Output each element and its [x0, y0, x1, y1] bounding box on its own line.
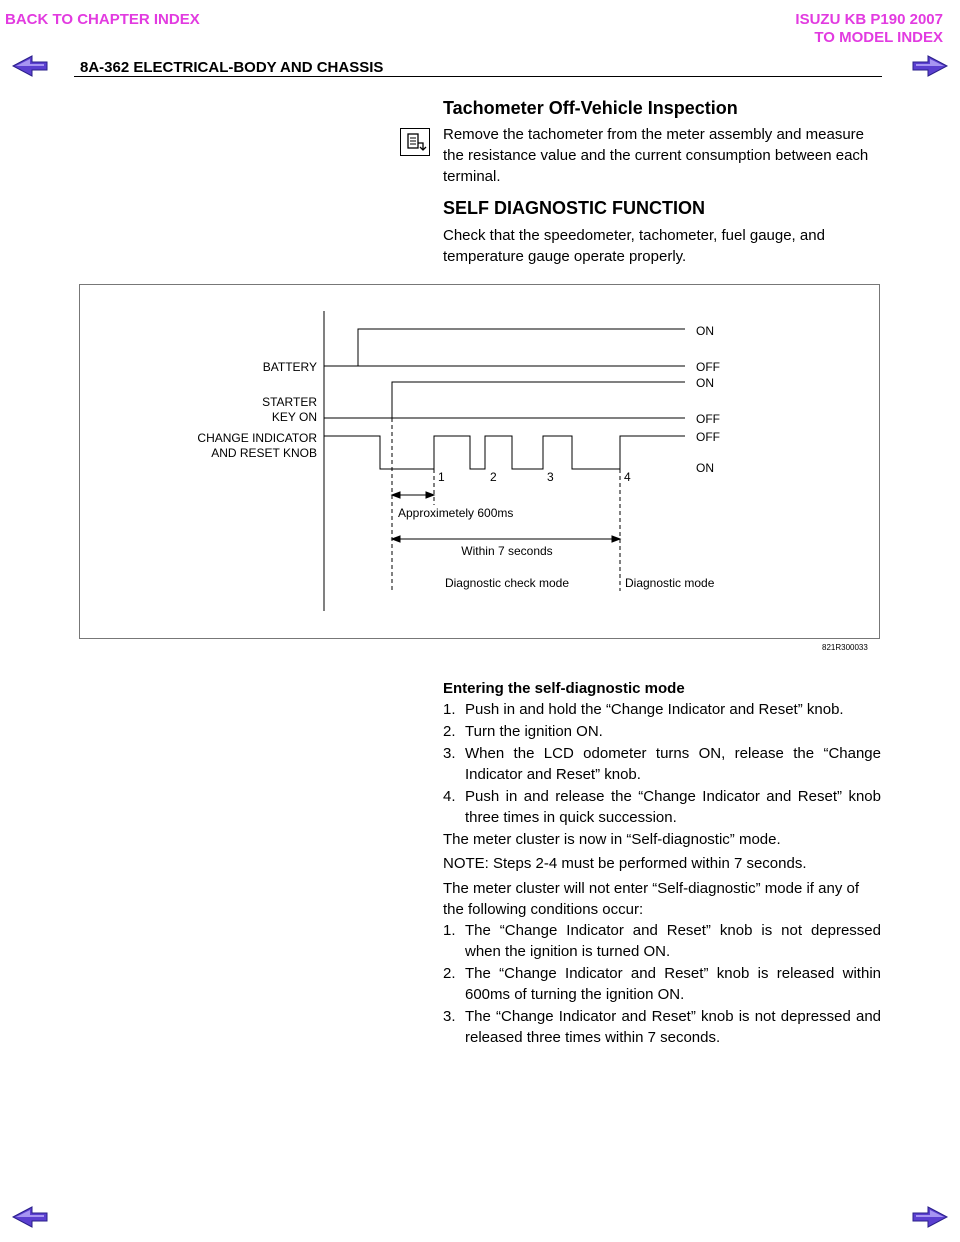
- starter-label-line1: STARTER: [262, 395, 317, 409]
- list-item: 2. The “Change Indicator and Reset” knob is released within 600ms of turning the ignition ON.: [443, 965, 881, 1003]
- press-3-label: 3: [547, 470, 554, 484]
- battery-off-label: OFF: [696, 360, 720, 374]
- diagnostic-check-mode-label: Diagnostic check mode: [444, 576, 570, 590]
- list-item: 3. When the LCD odometer turns ON, release the “Change Indicator and Reset” knob.: [443, 745, 881, 783]
- starter-signal-line: [324, 382, 685, 418]
- press-4-label: 4: [624, 470, 631, 484]
- list-item: 3. The “Change Indicator and Reset” knob is not depressed and released three times within 7 seconds.: [443, 1008, 881, 1046]
- header-rule: [74, 76, 882, 77]
- tachometer-section-title: Tachometer Off-Vehicle Inspection: [443, 98, 738, 118]
- previous-page-arrow-icon[interactable]: [12, 1206, 48, 1228]
- self-diagnostic-intro: Check that the speedometer, tachometer, fuel gauge, and temperature gauge operate properly.: [443, 227, 825, 265]
- inspect-icon: [400, 128, 430, 156]
- list-item: 1. Push in and hold the “Change Indicator and Reset” knob.: [443, 701, 844, 718]
- tachometer-instructions: Remove the tachometer from the meter assembly and measure the resistance value and the current consumption between each terminal.: [443, 126, 869, 185]
- timing-diagram-figure: [79, 284, 880, 639]
- note-text: NOTE: Steps 2-4 must be performed within 7 seconds.: [443, 855, 807, 872]
- figure-id: 821R300033: [822, 643, 868, 652]
- back-to-chapter-index-link[interactable]: BACK TO CHAPTER INDEX: [5, 11, 200, 28]
- self-diagnostic-mode-text: The meter cluster is now in “Self-diagnostic” mode.: [443, 831, 781, 848]
- self-diagnostic-section-title: SELF DIAGNOSTIC FUNCTION: [443, 198, 705, 218]
- 600ms-label: Approximetely 600ms: [398, 506, 514, 520]
- list-item: 2. Turn the ignition ON.: [443, 723, 603, 740]
- conditions-intro: The meter cluster will not enter “Self-diagnostic” mode if any of the following conditions occur:: [443, 880, 860, 918]
- list-item: 1. The “Change Indicator and Reset” knob is not depressed when the ignition is turned ON.: [443, 922, 881, 960]
- next-page-arrow-icon[interactable]: [912, 1206, 948, 1228]
- 7-seconds-label: Within 7 seconds: [461, 544, 553, 558]
- next-page-arrow-icon[interactable]: [912, 55, 948, 77]
- press-2-label: 2: [490, 470, 497, 484]
- timing-diagram: [80, 285, 879, 638]
- knob-off-label: OFF: [696, 430, 720, 444]
- knob-on-label: ON: [696, 461, 714, 475]
- model-title-link[interactable]: ISUZU KB P190 2007: [795, 11, 943, 28]
- knob-signal-line: [324, 436, 685, 469]
- page-header-title: 8A-362 ELECTRICAL-BODY AND CHASSIS: [80, 59, 384, 76]
- battery-signal-line: [324, 329, 685, 366]
- diagnostic-mode-label: Diagnostic mode: [625, 576, 715, 590]
- starter-off-label: OFF: [696, 412, 720, 426]
- to-model-index-link[interactable]: TO MODEL INDEX: [814, 29, 943, 46]
- previous-page-arrow-icon[interactable]: [12, 55, 48, 77]
- starter-label-line2: KEY ON: [271, 410, 317, 424]
- entering-section: [443, 678, 881, 1049]
- starter-on-label: ON: [696, 376, 714, 390]
- entering-title: Entering the self-diagnostic mode: [443, 680, 685, 697]
- battery-label: BATTERY: [262, 360, 317, 374]
- knob-label-line2: AND RESET KNOB: [211, 446, 317, 460]
- battery-on-label: ON: [696, 324, 714, 338]
- list-item: 4. Push in and release the “Change Indicator and Reset” knob three times in quick succession.: [443, 788, 881, 826]
- press-1-label: 1: [438, 470, 445, 484]
- knob-label-line1: CHANGE INDICATOR: [197, 431, 317, 445]
